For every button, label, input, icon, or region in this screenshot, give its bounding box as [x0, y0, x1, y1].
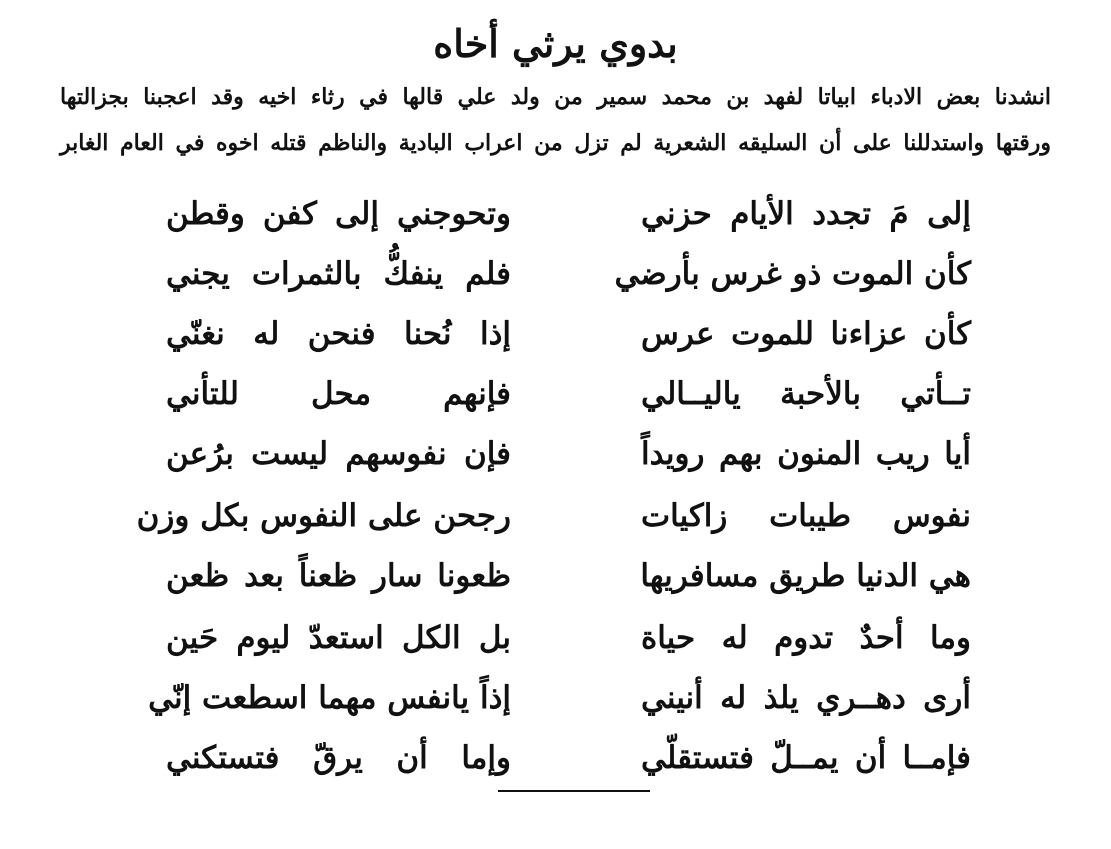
verse-second-hemistich: ظعونا سار ظعناً بعد ظعن	[166, 558, 511, 594]
verse-first-hemistich: وما أحدٌ تدوم له حياة	[641, 620, 971, 656]
verse-first-hemistich: نفوس طيبات زاكيات	[641, 498, 971, 534]
intro-line-1: انشدنا بعض الادباء ابياتا لفهد بن محمد سمير من ولد علي قالها في رثاء اخيه وقد اعجبنا بجزالتها	[60, 84, 1051, 110]
verse	[0, 672, 1111, 732]
verse-second-hemistich: فلم ينفكُّ بالثمرات يجني	[166, 256, 511, 292]
intro-line-2: ورقتها واستدللنا على أن السليقه الشعرية لم تزل من اعراب البادية والناظم قتله اخوه في العام الغابر	[60, 130, 1051, 156]
verse-first-hemistich: تــأتي بالأحبة ياليــالي	[641, 376, 971, 412]
verse-second-hemistich: رجحن على النفوس بكل وزن	[136, 498, 511, 534]
verse	[0, 550, 1111, 610]
verse	[0, 490, 1111, 550]
verse-first-hemistich: أرى دهــري يلذ له أنيني	[641, 680, 971, 716]
verse-second-hemistich: إذاً يانفس مهما اسطعت إنّي	[148, 680, 511, 716]
verse	[0, 612, 1111, 672]
verse-second-hemistich: إذا نُحنا فنحن له نغنّي	[166, 316, 511, 352]
verse-first-hemistich: هي الدنيا طريق مسافريها	[640, 558, 971, 594]
verse	[0, 308, 1111, 368]
verse	[0, 368, 1111, 428]
verse-first-hemistich: إلى مَ تجدد الأيام حزني	[641, 196, 971, 232]
verse-second-hemistich: بل الكل استعدّ ليوم حَين	[166, 620, 511, 656]
verse-second-hemistich: وتحوجني إلى كفن وقطن	[166, 196, 511, 232]
verse	[0, 732, 1111, 792]
closing-rule	[498, 790, 650, 792]
verse-first-hemistich: كأن عزاءنا للموت عرس	[641, 316, 971, 352]
verse-second-hemistich: فإن نفوسهم ليست برُعن	[166, 436, 511, 472]
verse	[0, 248, 1111, 308]
verse-second-hemistich: وإما أن يرقّ فتستكني	[166, 740, 511, 776]
verse	[0, 428, 1111, 488]
verse-first-hemistich: فإمــا أن يمــلّ فتستقلّي	[641, 740, 971, 776]
verse	[0, 188, 1111, 248]
verse-first-hemistich: أيا ريب المنون بهم رويداً	[641, 436, 971, 472]
verse-second-hemistich: فإنهم محل للتأني	[166, 376, 511, 412]
poem-title: بدوي يرثي أخاه	[433, 21, 678, 66]
verse-first-hemistich: كأن الموت ذو غرس بأرضي	[614, 256, 971, 292]
